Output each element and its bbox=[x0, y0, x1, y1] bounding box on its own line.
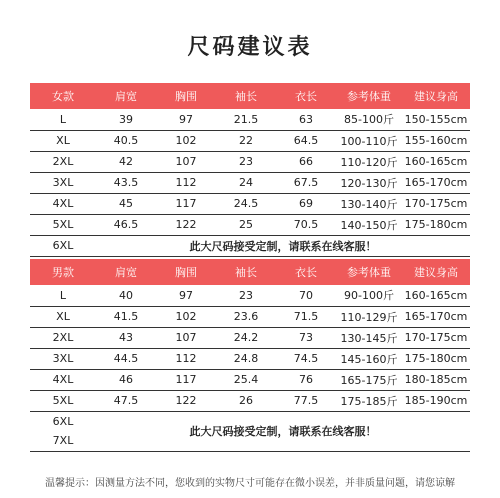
table-cell: 175-180cm bbox=[402, 348, 470, 369]
table-cell: 42 bbox=[96, 151, 156, 172]
table-cell: 145-160斤 bbox=[336, 348, 402, 369]
table-cell: 120-130斤 bbox=[336, 172, 402, 193]
size-cell: 4XL bbox=[30, 369, 96, 390]
table-cell: 22 bbox=[216, 130, 276, 151]
table-cell: 23 bbox=[216, 151, 276, 172]
table-cell: 24 bbox=[216, 172, 276, 193]
table-cell: 43.5 bbox=[96, 172, 156, 193]
table-cell: 41.5 bbox=[96, 306, 156, 327]
header-cell: 参考体重 bbox=[336, 259, 402, 285]
size-cell: 5XL bbox=[30, 390, 96, 411]
table-cell: 26 bbox=[216, 390, 276, 411]
table-cell: 175-180cm bbox=[402, 214, 470, 235]
header-cell: 建议身高 bbox=[402, 259, 470, 285]
table-cell: 46 bbox=[96, 369, 156, 390]
women-header-row bbox=[30, 83, 470, 109]
header-cell: 肩宽 bbox=[96, 259, 156, 285]
table-cell: 69 bbox=[276, 193, 336, 214]
table-cell: 67.5 bbox=[276, 172, 336, 193]
size-cell: 6XL bbox=[30, 235, 96, 256]
table-row bbox=[30, 172, 470, 193]
header-cell: 衣长 bbox=[276, 259, 336, 285]
custom-size-label: 7XL bbox=[52, 434, 74, 447]
table-cell: 130-145斤 bbox=[336, 327, 402, 348]
table-cell: 24.2 bbox=[216, 327, 276, 348]
table-cell: 39 bbox=[96, 109, 156, 130]
table-cell: 170-175cm bbox=[402, 327, 470, 348]
header-cell: 胸围 bbox=[156, 259, 216, 285]
table-cell: 155-160cm bbox=[402, 130, 470, 151]
custom-size-row bbox=[30, 411, 470, 451]
table-cell: 66 bbox=[276, 151, 336, 172]
header-cell: 衣长 bbox=[276, 83, 336, 109]
table-cell: 150-155cm bbox=[402, 109, 470, 130]
size-cell: L bbox=[30, 285, 96, 306]
men-header-row bbox=[30, 259, 470, 285]
table-cell: 64.5 bbox=[276, 130, 336, 151]
table-cell: 73 bbox=[276, 327, 336, 348]
table-cell: 117 bbox=[156, 369, 216, 390]
table-cell: 117 bbox=[156, 193, 216, 214]
table-cell: 107 bbox=[156, 151, 216, 172]
table-cell: 45 bbox=[96, 193, 156, 214]
table-cell: 100-110斤 bbox=[336, 130, 402, 151]
table-cell: 130-140斤 bbox=[336, 193, 402, 214]
table-cell: 24.8 bbox=[216, 348, 276, 369]
table-cell: 122 bbox=[156, 390, 216, 411]
table-row bbox=[30, 369, 470, 390]
table-cell: 77.5 bbox=[276, 390, 336, 411]
table-cell: 110-120斤 bbox=[336, 151, 402, 172]
men-size-table bbox=[30, 259, 470, 452]
table-cell: 76 bbox=[276, 369, 336, 390]
table-cell: 70 bbox=[276, 285, 336, 306]
custom-size-note: 此大尺码接受定制，请联系在线客服！ bbox=[96, 235, 470, 256]
size-cell: 2XL bbox=[30, 151, 96, 172]
size-cell: 2XL bbox=[30, 327, 96, 348]
table-cell: 165-170cm bbox=[402, 172, 470, 193]
table-row bbox=[30, 327, 470, 348]
table-cell: 102 bbox=[156, 130, 216, 151]
table-cell: 21.5 bbox=[216, 109, 276, 130]
table-cell: 90-100斤 bbox=[336, 285, 402, 306]
table-row bbox=[30, 285, 470, 306]
table-cell: 44.5 bbox=[96, 348, 156, 369]
table-cell: 23 bbox=[216, 285, 276, 306]
table-cell: 107 bbox=[156, 327, 216, 348]
table-cell: 160-165cm bbox=[402, 151, 470, 172]
table-row bbox=[30, 348, 470, 369]
size-cell: 5XL bbox=[30, 214, 96, 235]
table-cell: 170-175cm bbox=[402, 193, 470, 214]
table-cell: 71.5 bbox=[276, 306, 336, 327]
table-row bbox=[30, 130, 470, 151]
footer-note: 温馨提示：因测量方法不同，您收到的实物尺寸可能存在微小误差，并非质量问题，请您谅解 bbox=[45, 478, 455, 489]
table-row bbox=[30, 193, 470, 214]
header-cell: 参考体重 bbox=[336, 83, 402, 109]
table-cell: 180-185cm bbox=[402, 369, 470, 390]
custom-size-label: 6XL bbox=[52, 415, 74, 428]
table-cell: 102 bbox=[156, 306, 216, 327]
table-cell: 74.5 bbox=[276, 348, 336, 369]
header-cell: 袖长 bbox=[216, 259, 276, 285]
table-cell: 47.5 bbox=[96, 390, 156, 411]
size-cell: 3XL bbox=[30, 172, 96, 193]
size-cell: 4XL bbox=[30, 193, 96, 214]
header-cell: 男款 bbox=[30, 259, 96, 285]
table-cell: 112 bbox=[156, 172, 216, 193]
table-row bbox=[30, 214, 470, 235]
header-cell: 建议身高 bbox=[402, 83, 470, 109]
table-cell: 140-150斤 bbox=[336, 214, 402, 235]
table-cell: 97 bbox=[156, 109, 216, 130]
table-cell: 40 bbox=[96, 285, 156, 306]
table-row bbox=[30, 109, 470, 130]
table-row bbox=[30, 151, 470, 172]
table-cell: 165-170cm bbox=[402, 306, 470, 327]
table-row bbox=[30, 390, 470, 411]
table-cell: 122 bbox=[156, 214, 216, 235]
size-cell bbox=[30, 411, 96, 451]
custom-size-note: 此大尺码接受定制，请联系在线客服！ bbox=[96, 411, 470, 451]
header-cell: 袖长 bbox=[216, 83, 276, 109]
table-cell: 40.5 bbox=[96, 130, 156, 151]
size-cell: L bbox=[30, 109, 96, 130]
header-cell: 胸围 bbox=[156, 83, 216, 109]
table-row bbox=[30, 306, 470, 327]
page-title: 尺码建议表 bbox=[187, 35, 313, 60]
size-cell: 3XL bbox=[30, 348, 96, 369]
table-cell: 63 bbox=[276, 109, 336, 130]
table-cell: 175-185斤 bbox=[336, 390, 402, 411]
women-size-table bbox=[30, 83, 470, 257]
table-cell: 165-175斤 bbox=[336, 369, 402, 390]
table-cell: 160-165cm bbox=[402, 285, 470, 306]
table-cell: 112 bbox=[156, 348, 216, 369]
table-cell: 25.4 bbox=[216, 369, 276, 390]
custom-size-row bbox=[30, 235, 470, 256]
table-cell: 23.6 bbox=[216, 306, 276, 327]
table-cell: 85-100斤 bbox=[336, 109, 402, 130]
header-cell: 女款 bbox=[30, 83, 96, 109]
header-cell: 肩宽 bbox=[96, 83, 156, 109]
size-cell: XL bbox=[30, 306, 96, 327]
table-cell: 110-129斤 bbox=[336, 306, 402, 327]
table-cell: 25 bbox=[216, 214, 276, 235]
table-cell: 97 bbox=[156, 285, 216, 306]
table-cell: 70.5 bbox=[276, 214, 336, 235]
table-cell: 43 bbox=[96, 327, 156, 348]
table-cell: 46.5 bbox=[96, 214, 156, 235]
table-cell: 24.5 bbox=[216, 193, 276, 214]
size-cell: XL bbox=[30, 130, 96, 151]
table-cell: 185-190cm bbox=[402, 390, 470, 411]
